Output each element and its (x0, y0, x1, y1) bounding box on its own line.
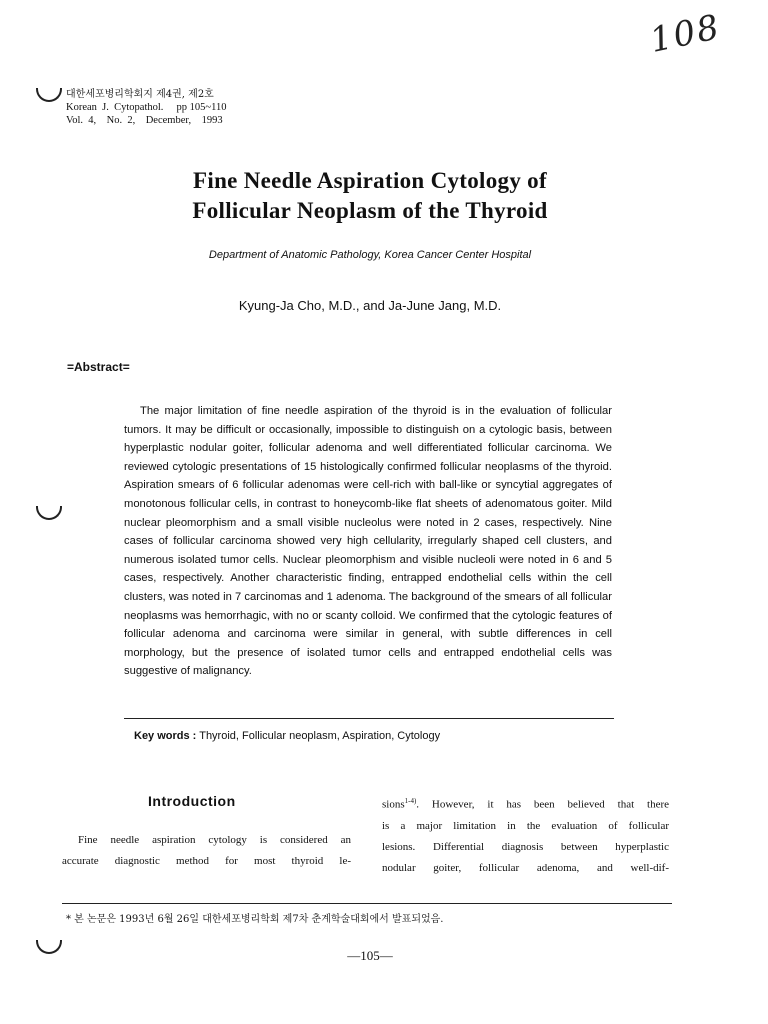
citation-superscript: 1-4) (404, 797, 417, 805)
article-title-line-1: Fine Needle Aspiration Cytology of (193, 168, 547, 193)
page-number: —105— (347, 948, 393, 963)
journal-korean-name: 대한세포병리학회지 제4권, 제2호 (66, 89, 214, 100)
abstract-heading: =Abstract= (67, 360, 130, 374)
handwritten-page-number: 108 (646, 7, 725, 61)
right-column-line (382, 791, 669, 816)
right-column-line: lesions. Differential diagnosis between hyperplastic (382, 840, 669, 853)
binder-hole-mark (36, 506, 62, 520)
authors: Kyung-Ja Cho, M.D., and Ja-June Jang, M.D. (238, 298, 502, 313)
abstract-body: The major limitation of fine needle aspiration of the thyroid is in the evaluation of follicular tumors. It may be difficult or occasionally, impossible to distinguish on a cytologic basis, between hyperplastic nodular goiter, follicular adenoma and well differentiated follicular carcinoma. We reviewed cytologic presentations of 15 histologically confirmed follicular neoplasms of the thyroid. Aspiration smears of 6 follicular adenomas were cell-rich with ball-like or syncytial aggregates of monotonous follicular cells, in contrast to honeycomb-like flat sheets of adenomatous goiter. Mild nuclear pleomorphism and a small visible nucleolus were noted in 2 cases, respectively. Nine cases of follicular carcinoma showed very high cellularity, irregularly shaped cell clusters, and numerous isolated tumor cells. Nuclear pleomorphism and visible nucleoli were noted in 6 and 5 cases, respectively. Another characteristic finding, entrapped endothelial cells within the cell clusters, was noted in 7 carcinomas and 1 adenoma. The background of the smears of all follicular neoplasms was hemorrhagic, with no or scanty colloid. We confirmed that the cytologic features of follicular adenoma and carcinoma were similar in general, with subtle differences in cell morphology, but the presence of isolated tumor cells and entrapped endothelial cells was suggestive of malignancy. (124, 405, 612, 678)
introduction-heading: Introduction (148, 793, 236, 809)
right-column-text: . However, it has been believed that there (416, 798, 669, 811)
right-column-line: nodular goiter, follicular adenoma, and well-dif- (382, 861, 669, 874)
right-column-line: is a major limitation in the evaluation of follicular (382, 819, 669, 832)
footnote: * 본 논문은 1993년 6월 26일 대한세포병리학회 제7차 춘계학술대회에서 발표되었음. (66, 914, 444, 925)
right-column (382, 791, 669, 879)
article-title-line-2: Follicular Neoplasm of the Thyroid (192, 198, 548, 223)
left-column (62, 830, 351, 872)
keywords-line (134, 730, 440, 742)
left-column-line: accurate diagnostic method for most thyroid le- (62, 855, 351, 867)
binder-hole-mark (36, 88, 62, 102)
abstract-divider (124, 718, 614, 719)
keywords-list: Thyroid, Follicular neoplasm, Aspiration, Cytology (199, 730, 441, 742)
department-affiliation: Department of Anatomic Pathology, Korea Cancer Center Hospital (208, 249, 532, 261)
left-column-line: Fine needle aspiration cytology is considered an (78, 834, 351, 846)
footnote-divider (62, 903, 672, 904)
citation-word: sions (382, 798, 405, 811)
journal-citation: Korean J. Cytopathol. pp 105~110 (66, 102, 227, 113)
keywords-label: Key words : (134, 730, 197, 742)
journal-volume: Vol. 4, No. 2, December, 1993 (66, 115, 223, 126)
